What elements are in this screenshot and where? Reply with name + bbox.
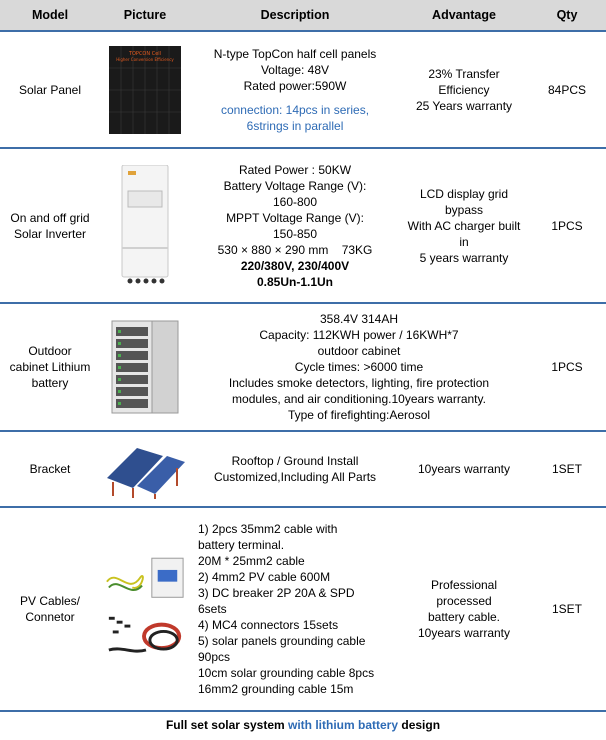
header-picture: Picture (100, 0, 190, 31)
header-description: Description (190, 0, 400, 31)
table-row (0, 148, 606, 303)
table-row (0, 431, 606, 507)
qty-cell: 1SET (528, 507, 606, 711)
header-row (0, 0, 606, 31)
description-cell: N-type TopCon half cell panels Voltage: 48V Rated power:590W connection: 14pcs in series, 6strings in parallel (190, 31, 400, 148)
qty-cell: 1PCS (528, 148, 606, 303)
header-advantage: Advantage (400, 0, 528, 31)
description-cell: 358.4V 314AH Capacity: 112KWH power / 16KWH*7 outdoor cabinet Cycle times: >6000 time Includes smoke detectors, lighting, fire protection modules, and air conditioning.10years warranty. Type of firefighting:Aerosol (190, 303, 528, 431)
advantage-cell: Professional processed battery cable. 10years warranty (400, 507, 528, 711)
advantage-cell: LCD display grid bypass With AC charger built in 5 years warranty (400, 148, 528, 303)
description-cell: Rated Power : 50KW Battery Voltage Range (V): 160-800 MPPT Voltage Range (V): 150-850 530 × 880 × 290 mm 73KG 220/380V, 230/400V 0.85Un-1.1Un (190, 148, 400, 303)
model-cell: On and off grid Solar Inverter (0, 148, 100, 303)
qty-cell: 84PCS (528, 31, 606, 148)
table-row (0, 507, 606, 711)
model-cell: Bracket (0, 431, 100, 507)
description-cell: Rooftop / Ground Install Customized,Including All Parts (190, 431, 400, 507)
advantage-cell: 23% Transfer Efficiency 25 Years warranty (400, 31, 528, 148)
qty-cell: 1SET (528, 431, 606, 507)
model-cell: PV Cables/ Connetor (0, 507, 100, 711)
battery-cabinet-image (103, 319, 187, 415)
solar-panel-image (103, 46, 187, 134)
model-cell: Outdoor cabinet Lithium battery (0, 303, 100, 431)
advantage-cell: 10years warranty (400, 431, 528, 507)
model-cell: Solar Panel (0, 31, 100, 148)
cables-image (103, 551, 187, 667)
description-cell: 1) 2pcs 35mm2 cable with battery terminal. 20M * 25mm2 cable 2) 4mm2 PV cable 600M 3) DC breaker 2P 20A & SPD 6sets 4) MC4 connectors 15sets 5) solar panels grounding cable 90pcs 10cm solar grounding cable 8pcs 16mm2 grounding cable 15m (190, 507, 400, 711)
table-row (0, 31, 606, 148)
table-row (0, 303, 606, 431)
qty-cell: 1PCS (528, 303, 606, 431)
panel-label-2: Higher Conversion Efficiency (116, 56, 174, 62)
inverter-image (103, 165, 187, 287)
bracket-image (103, 438, 187, 500)
panel-label-1: TOPCON Cell (128, 50, 162, 57)
footer-caption: Full set solar system with lithium battery design (165, 718, 441, 732)
header-model: Model (0, 0, 100, 31)
header-qty: Qty (528, 0, 606, 31)
